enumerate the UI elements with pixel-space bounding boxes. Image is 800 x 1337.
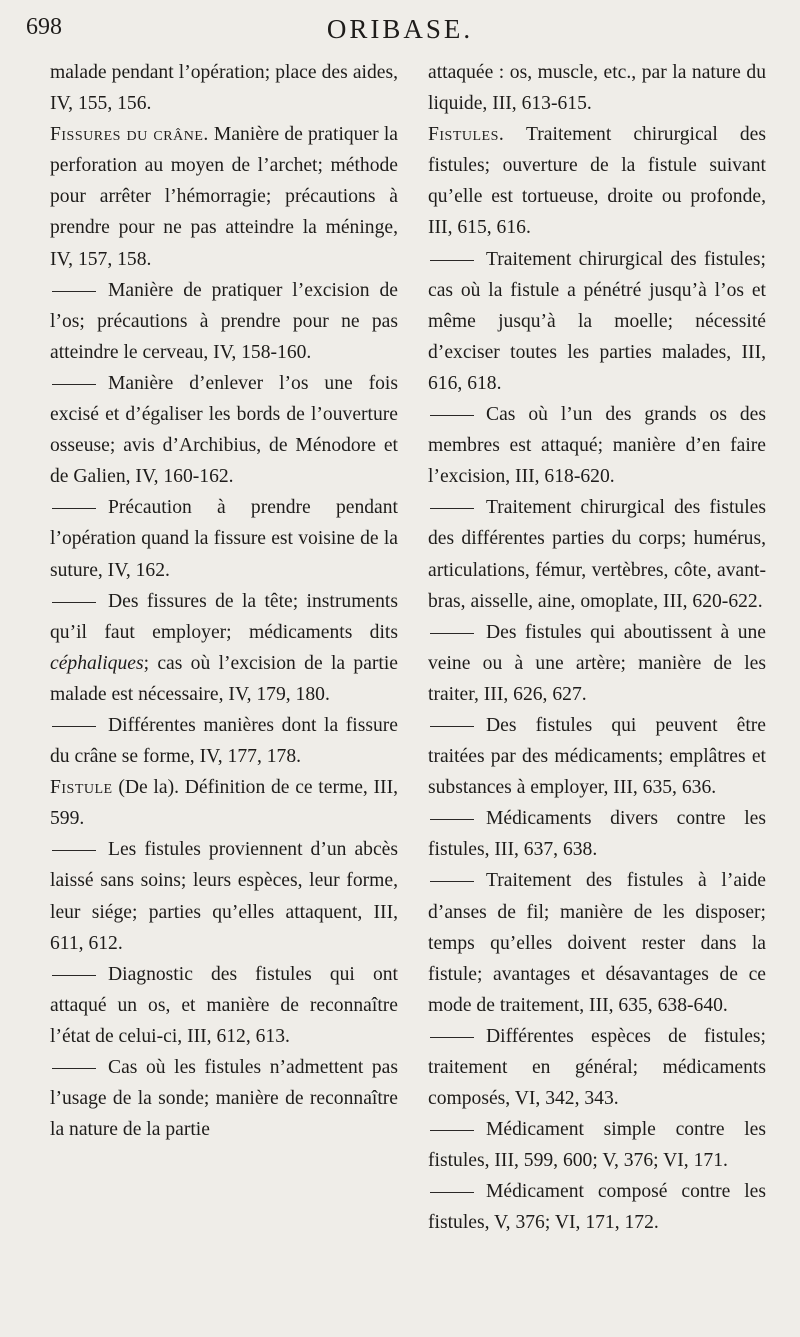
index-subentry <box>50 492 398 585</box>
index-subentry <box>428 803 766 865</box>
index-entry <box>50 119 398 274</box>
subentry-text: Manière de pratiquer l’excision de l’os; précautions à prendre pour ne pas atteindre le cerveau, IV, 158-160. <box>50 279 398 363</box>
index-subentry <box>428 1176 766 1238</box>
em-dash-rule <box>430 1037 474 1038</box>
left-column <box>50 57 398 1145</box>
index-entry <box>428 119 766 243</box>
running-title: ORIBASE. <box>326 14 474 44</box>
subentry-text: Des fistules qui peuvent être traitées par des médicaments; emplâtres et substances à employer, III, 635, 636. <box>428 714 766 799</box>
index-subentry <box>50 1052 398 1145</box>
index-subentry <box>428 1021 766 1114</box>
em-dash-rule <box>52 850 96 851</box>
subentry-text: Diagnostic des fistules qui ont attaqué un os, et manière de reconnaître l’état de celui-ci, III, 612, 613. <box>50 963 398 1047</box>
subentry-text: Les fistules proviennent d’un abcès laissé sans soins; leurs espèces, leur forme, leur siége; parties qu’elles attaquent, III, 611, 612. <box>50 839 398 954</box>
index-subentry <box>428 492 766 616</box>
em-dash-rule <box>430 633 474 634</box>
em-dash-rule <box>430 726 474 727</box>
index-subentry <box>50 586 398 710</box>
em-dash-rule <box>430 260 474 261</box>
em-dash-rule <box>52 602 96 603</box>
index-subentry <box>50 710 398 772</box>
index-subentry <box>50 275 398 368</box>
subentry-text: Traitement des fistules à l’aide d’anses de fil; manière de les disposer; temps qu’elles doivent rester dans la fistule; avantages et désavantages de ce mode de traitement, III, 635, 638-640. <box>428 870 766 1016</box>
em-dash-rule <box>52 726 96 727</box>
index-subentry <box>50 834 398 958</box>
continued-text <box>50 57 398 119</box>
entry-text: Manière de pratiquer la perforation au moyen de l’archet; méthode pour arrêter l’hémorragie; précautions à prendre pour ne pas atteindre la méninge, IV, 157, 158. <box>50 124 398 270</box>
em-dash-rule <box>430 1130 474 1131</box>
subentry-text: Différentes manières dont la fissure du crâne se forme, IV, 177, 178. <box>50 714 398 768</box>
continued-text-span: malade pendant l’opération; place des aides, IV, 155, 156. <box>50 62 398 115</box>
em-dash-rule <box>430 415 474 416</box>
entry-heading: Fistules. <box>428 124 505 146</box>
index-subentry <box>428 617 766 710</box>
continued-text <box>428 57 766 119</box>
entry-text: (De la). Définition de ce terme, III, 599. <box>50 777 398 830</box>
continued-text-span: attaquée : os, muscle, etc., par la nature du liquide, III, 613-615. <box>428 62 766 115</box>
em-dash-rule <box>52 384 96 385</box>
index-subentry <box>428 399 766 492</box>
em-dash-rule <box>430 881 474 882</box>
subentry-text: Cas où les fistules n’admettent pas l’usage de la sonde; manière de reconnaître la nature de la partie <box>50 1057 398 1141</box>
subentry-text: Des fistules qui aboutissent à une veine ou à une artère; manière de les traiter, III, 626, 627. <box>428 621 766 705</box>
em-dash-rule <box>52 291 96 292</box>
index-subentry <box>428 244 766 399</box>
em-dash-rule <box>430 508 474 509</box>
em-dash-rule <box>52 508 96 509</box>
subentry-text: Différentes espèces de fistules; traitement en général; médicaments composés, VI, 342, 343. <box>428 1025 766 1110</box>
index-subentry <box>50 959 398 1052</box>
index-subentry <box>50 368 398 492</box>
em-dash-rule <box>430 1192 474 1193</box>
em-dash-rule <box>52 1068 96 1069</box>
subentry-text: Précaution à prendre pendant l’opération quand la fissure est voisine de la suture, IV, 162. <box>50 497 398 581</box>
em-dash-rule <box>430 819 474 820</box>
entry-text: Traitement chirurgical des fistules; ouverture de la fistule suivant qu’elle est tortueuse, droite ou profonde, III, 615, 616. <box>428 124 766 239</box>
entry-heading: Fissures du crâne. <box>50 124 209 146</box>
subentry-text: Médicaments divers contre les fistules, III, 637, 638. <box>428 808 766 861</box>
subentry-text: Traitement chirurgical des fistules; cas où la fistule a pénétré jusqu’à l’os et même jusqu’à la moelle; nécessité d’exciser toutes les parties malades, III, 616, 618. <box>428 248 766 394</box>
subentry-text: Cas où l’un des grands os des membres est attaqué; manière d’en faire l’excision, III, 618-620. <box>428 404 766 488</box>
subentry-text: Médicament simple contre les fistules, III, 599, 600; V, 376; VI, 171. <box>428 1119 766 1172</box>
index-subentry <box>428 1114 766 1176</box>
page-number: 698 <box>26 14 62 40</box>
subentry-text: Des fissures de la tête; instruments qu’il faut employer; médicaments dits céphaliques; cas où l’excision de la partie malade est nécessaire, IV, 179, 180. <box>50 590 398 705</box>
subentry-text: Traitement chirurgical des fistules des différentes parties du corps; humérus, articulations, fémur, vertèbres, côte, avant-bras, aisselle, aine, omoplate, III, 620-622. <box>428 497 766 612</box>
subentry-text: Médicament composé contre les fistules, V, 376; VI, 171, 172. <box>428 1181 766 1234</box>
right-column <box>428 57 766 1239</box>
index-subentry <box>428 865 766 1020</box>
subentry-text: Manière d’enlever l’os une fois excisé et d’égaliser les bords de l’ouverture osseuse; avis d’Archibius, de Ménodore et de Galien, IV, 160-162. <box>50 372 398 488</box>
index-subentry <box>428 710 766 803</box>
page-header <box>0 14 800 48</box>
em-dash-rule <box>52 975 96 976</box>
index-entry <box>50 772 398 834</box>
entry-heading: Fistule <box>50 777 113 799</box>
